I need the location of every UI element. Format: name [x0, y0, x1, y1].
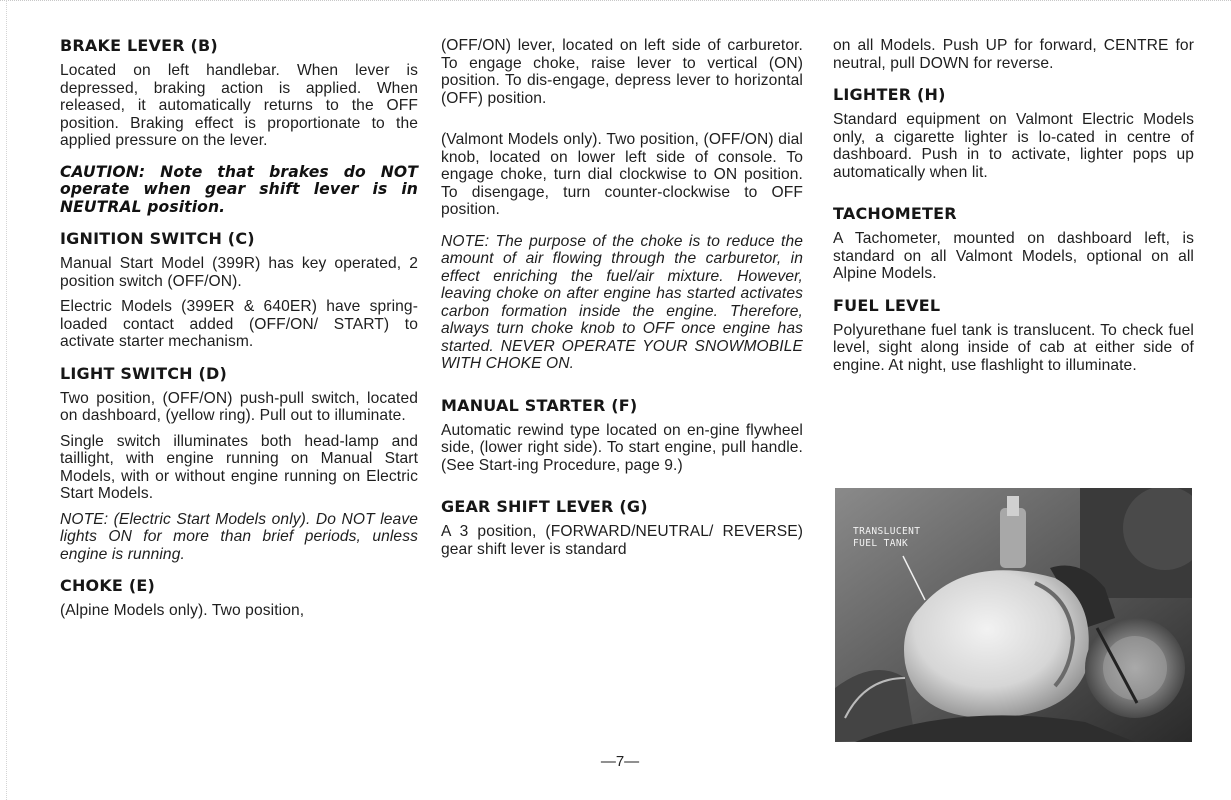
brake-lever-heading: BRAKE LEVER (B)	[60, 36, 218, 55]
scan-edge-left	[6, 0, 8, 800]
choke-note: NOTE: The purpose of the choke is to reduce the amount of air flowing through the carburetor, in effect enriching the fuel/air mixture. However, leaving choke on after engine has started activates carbon formation inside the engine. Therefore, always turn choke knob to OFF once engine has started. NEVER OPERATE YOUR SNOWMOBILE WITH CHOKE ON.	[441, 232, 803, 372]
lighter-text: Standard equipment on Valmont Electric Models only, a cigarette lighter is lo-cated in centre of dashboard. Push in to activate, lighter pops up automatically when lit.	[833, 111, 1194, 181]
scan-edge-top	[0, 0, 1231, 4]
photo-caption-line2: FUEL TANK	[853, 538, 909, 549]
tachometer-text: A Tachometer, mounted on dashboard left, is standard on all Valmont Models, optional on all Alpine Models.	[833, 230, 1194, 282]
photo-caption-line1: TRANSLUCENT	[853, 526, 921, 537]
light-switch-text: Two position, (OFF/ON) push-pull switch, located on dashboard, (yellow ring). Pull out to illuminate.	[60, 389, 418, 424]
column-left	[60, 37, 418, 620]
lighter-heading: LIGHTER (H)	[833, 85, 946, 104]
fuel-level-heading: FUEL LEVEL	[833, 295, 941, 315]
page-number: —7—	[600, 753, 640, 770]
gear-shift-heading: GEAR SHIFT LEVER (G)	[441, 497, 648, 516]
light-switch-heading: LIGHT SWITCH (D)	[60, 363, 228, 383]
choke-alpine-text-cont: (OFF/ON) lever, located on left side of carburetor. To engage choke, raise lever to vertical (ON) position. To dis-engage, depress lever to horizontal (OFF) position.	[441, 37, 803, 107]
ignition-electric-text: Electric Models (399ER & 640ER) have spring-loaded contact added (OFF/ON/ START) to activate starter mechanism.	[60, 298, 418, 350]
brake-caution: CAUTION: Note that brakes do NOT operate when gear shift lever is in NEUTRAL position.	[60, 162, 418, 216]
choke-valmont-text: (Valmont Models only). Two position, (OFF/ON) dial knob, located on lower left side of console. To engage choke, turn dial clockwise to ON position. To disengage, turn counter-clockwise to OFF position.	[441, 131, 803, 218]
gear-shift-text-start: A 3 position, (FORWARD/NEUTRAL/ REVERSE) gear shift lever is standard	[441, 523, 803, 558]
light-switch-note: NOTE: (Electric Start Models only). Do NOT leave lights ON for more than brief periods, unless engine is running.	[60, 510, 418, 563]
brake-lever-text: Located on left handlebar. When lever is depressed, braking action is applied. When released, it automatically returns to the OFF position. Braking effect is proportionate to the applied pressure on the lever.	[60, 62, 418, 149]
manual-starter-text: Automatic rewind type located on en-gine flywheel side, (lower right side). To start engine, pull handle. (See Start-ing Procedure, page 9.)	[441, 421, 803, 474]
column-middle	[441, 37, 803, 558]
fuel-level-text: Polyurethane fuel tank is translucent. To check fuel level, sight along inside of cab at either side of engine. At night, use flashlight to illuminate.	[833, 321, 1194, 374]
light-switch-detail: Single switch illuminates both head-lamp and taillight, with engine running on Manual Start Models, with or without engine running on Electric Start Models.	[60, 432, 418, 502]
ignition-manual-text: Manual Start Model (399R) has key operated, 2 position switch (OFF/ON).	[60, 255, 418, 290]
choke-heading: CHOKE (E)	[60, 576, 155, 595]
column-right	[833, 37, 1194, 374]
ignition-switch-heading: IGNITION SWITCH (C)	[60, 229, 255, 248]
choke-alpine-text-start: (Alpine Models only). Two position,	[60, 602, 305, 619]
tachometer-heading: TACHOMETER	[833, 204, 957, 223]
fuel-tank-photo	[835, 488, 1192, 742]
manual-starter-heading: MANUAL STARTER (F)	[441, 395, 638, 415]
gear-shift-text-cont: on all Models. Push UP for forward, CENTRE for neutral, pull DOWN for reverse.	[833, 37, 1194, 72]
photo-caption	[853, 526, 920, 550]
